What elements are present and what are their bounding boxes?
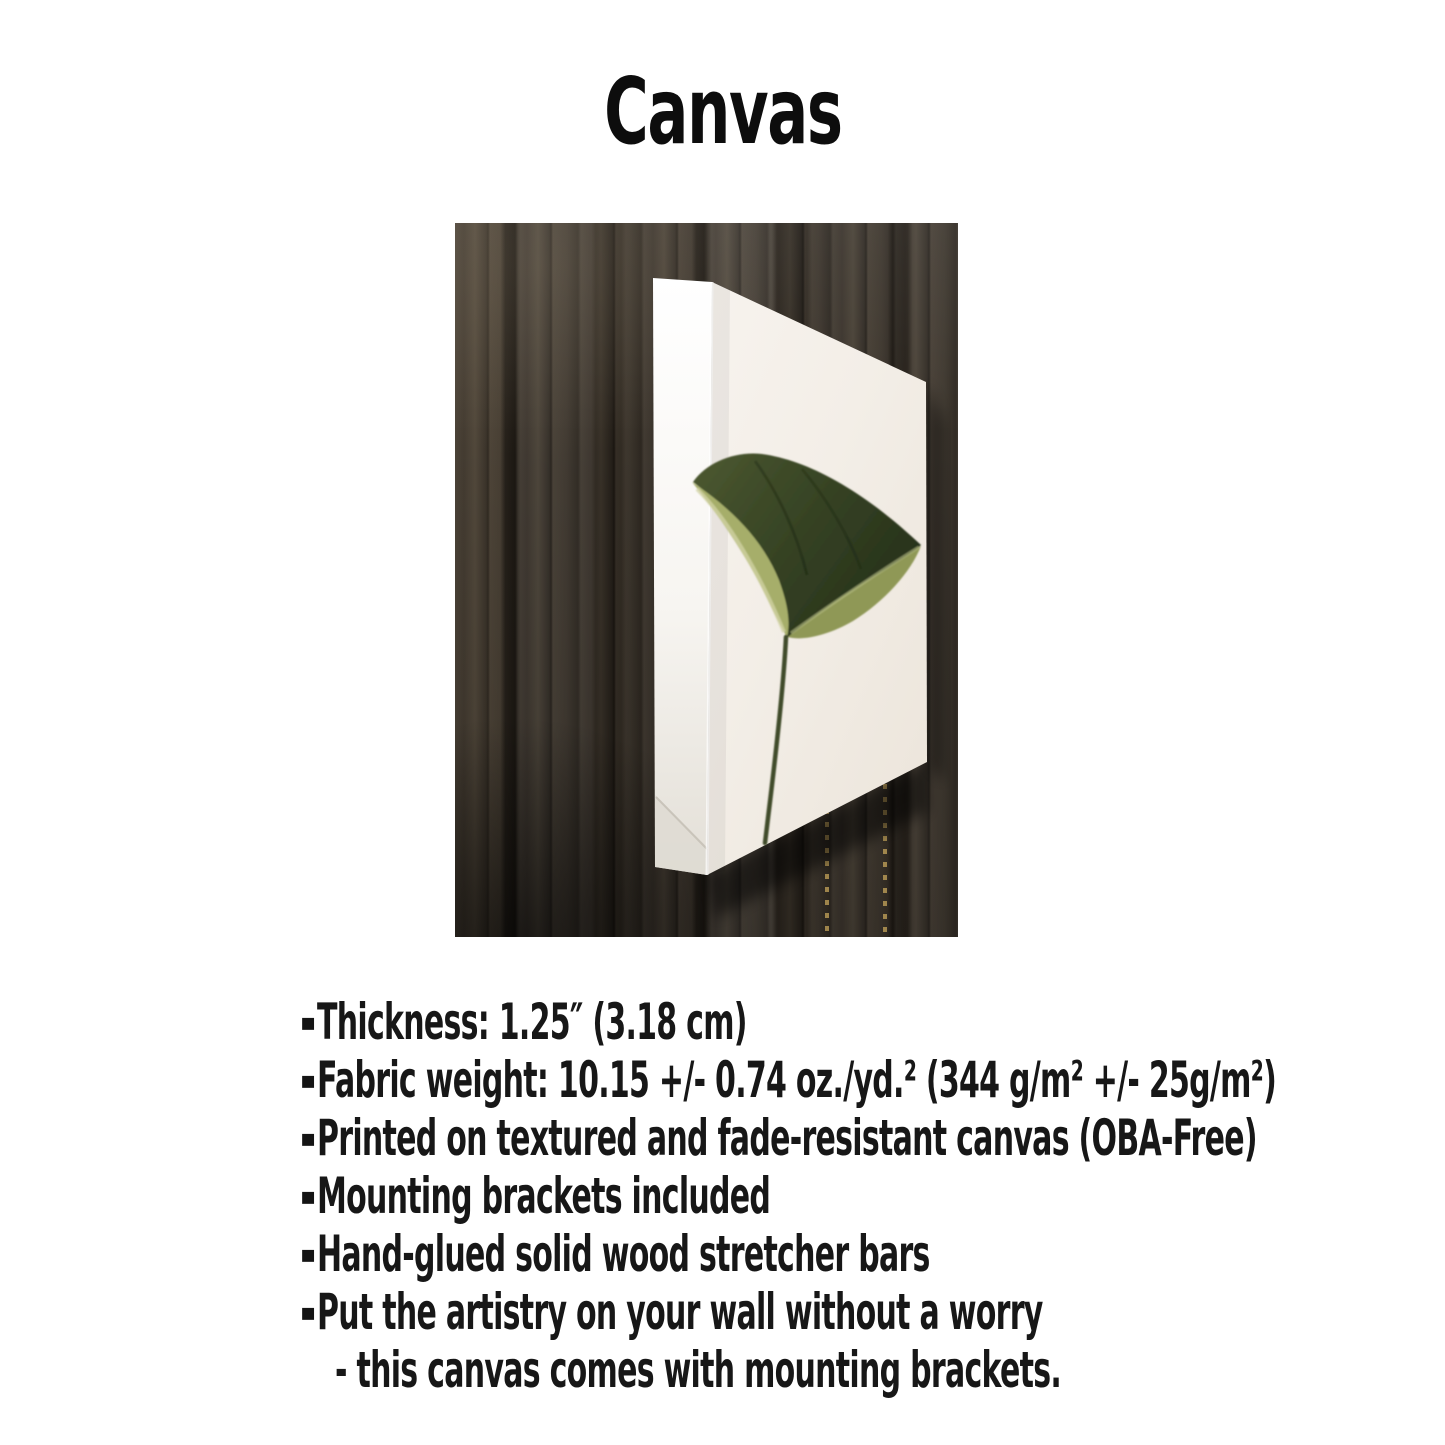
spec-item-artistry — [300, 1283, 1445, 1341]
spec-list — [300, 993, 1445, 1399]
spec-text: Thickness: 1.25″ (3.18 cm) — [317, 993, 747, 1051]
bullet-icon: ▪ — [300, 1066, 317, 1094]
spec-text: Printed on textured and fade-resistant canvas (OBA-Free) — [317, 1109, 1257, 1167]
bullet-icon: ▪ — [300, 1240, 317, 1268]
spec-text: Put the artistry on your wall without a worry — [317, 1283, 1043, 1341]
spec-item-stretcher-bars — [300, 1225, 1445, 1283]
spec-item-fabric-weight — [300, 1051, 1445, 1109]
bullet-icon: ▪ — [300, 1182, 317, 1210]
spec-item-artistry-continued — [318, 1341, 1445, 1399]
canvas-right-shadow — [927, 383, 944, 783]
page-title-row — [0, 58, 1445, 165]
bullet-icon: ▪ — [300, 1298, 317, 1326]
page-title: Canvas — [603, 58, 842, 165]
spec-text: Fabric weight: 10.15 +/- 0.74 oz./yd.² (344 g/m² +/- 25g/m²) — [317, 1051, 1277, 1109]
spec-text: Mounting brackets included — [317, 1167, 771, 1225]
spec-text: Hand-glued solid wood stretcher bars — [317, 1225, 930, 1283]
canvas-side-face — [653, 278, 712, 875]
spec-item-printed — [300, 1109, 1445, 1167]
spec-item-brackets — [300, 1167, 1445, 1225]
bullet-icon: ▪ — [300, 1008, 317, 1036]
canvas-mockup-graphic — [455, 223, 958, 937]
product-photo — [455, 223, 958, 937]
spec-text: - this canvas comes with mounting brackets. — [335, 1341, 1062, 1399]
spec-item-thickness — [300, 993, 1445, 1051]
bullet-icon: ▪ — [300, 1124, 317, 1152]
